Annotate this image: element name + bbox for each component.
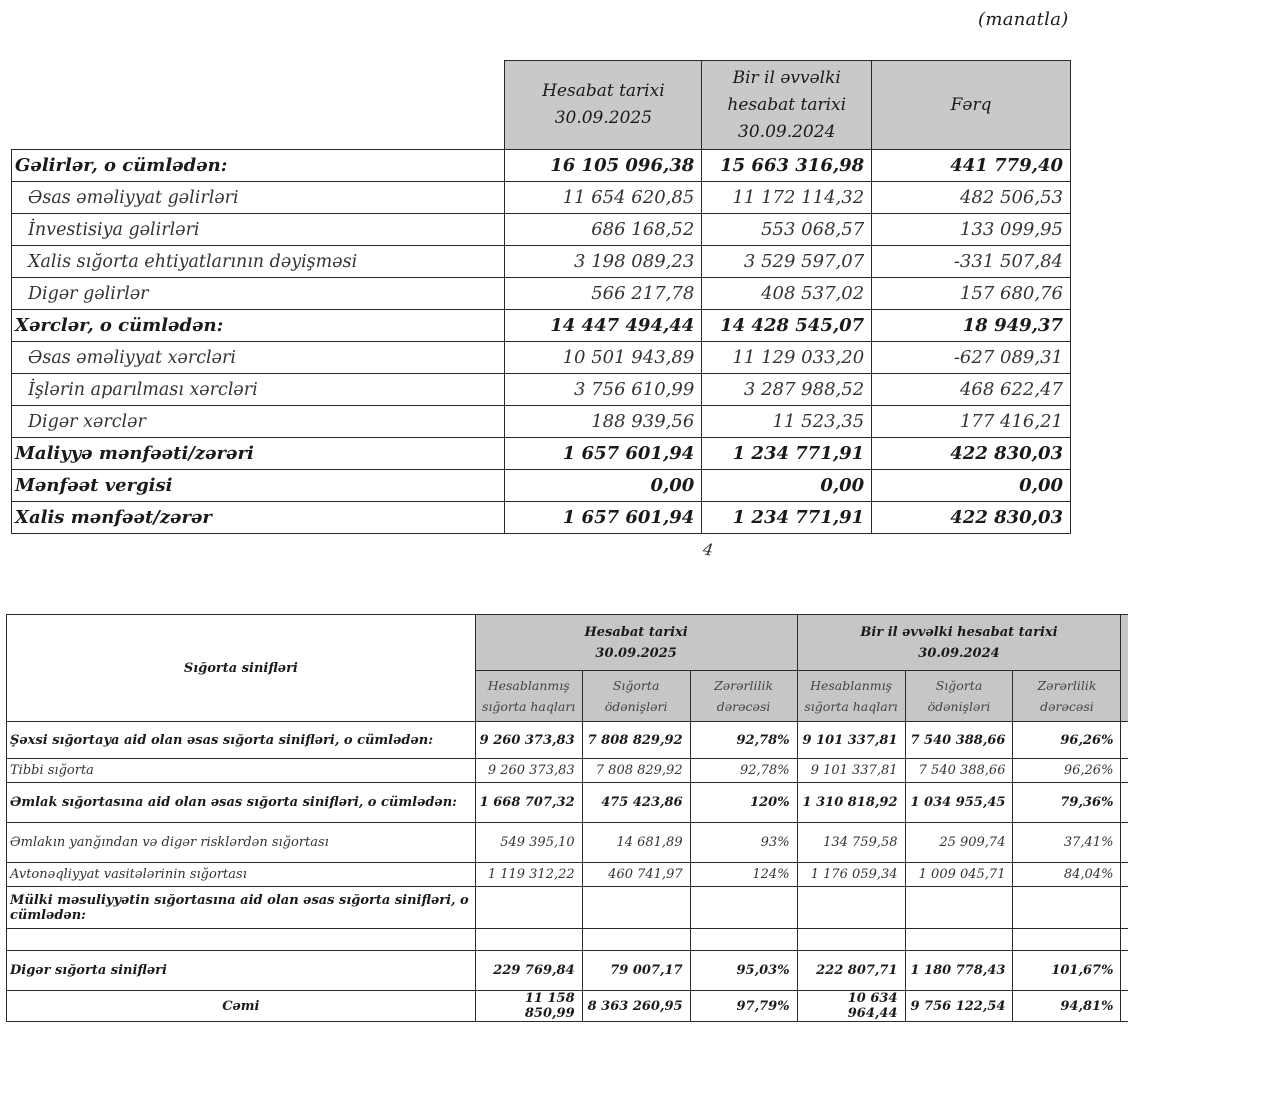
header-previous-period: Bir il əvvəlki hesabat tarixi 30.09.2024 xyxy=(702,61,872,150)
row-value: 7 808 829,92 xyxy=(582,759,690,783)
row-value: 124% xyxy=(690,863,797,887)
row-label xyxy=(7,929,476,951)
row-value: 7 540 388,66 xyxy=(905,722,1013,759)
row-label: Digər xərclər xyxy=(12,406,505,438)
row-label: Digər sığorta sinifləri xyxy=(7,951,476,991)
value-current: 1 657 601,94 xyxy=(505,438,702,470)
cut-off-cell xyxy=(1121,823,1128,863)
value-previous: 1 234 771,91 xyxy=(702,438,872,470)
row-value: 9 260 373,83 xyxy=(475,759,582,783)
value-current: 11 654 620,85 xyxy=(505,182,702,214)
column-subheader: Hesablanmış sığorta haqları xyxy=(797,671,905,722)
value-difference: 177 416,21 xyxy=(872,406,1071,438)
cut-off-cell xyxy=(1121,783,1128,823)
row-label: Mənfəət vergisi xyxy=(12,470,505,502)
value-current: 566 217,78 xyxy=(505,278,702,310)
row-value: 92,78% xyxy=(690,759,797,783)
row-value: 9 101 337,81 xyxy=(797,759,905,783)
value-difference: 422 830,03 xyxy=(872,438,1071,470)
row-value: 1 668 707,32 xyxy=(475,783,582,823)
row-value: 1 310 818,92 xyxy=(797,783,905,823)
header-current-period: Hesabat tarixi 30.09.2025 xyxy=(505,61,702,150)
cut-off-cell xyxy=(1121,759,1128,783)
row-label: İnvestisiya gəlirləri xyxy=(12,214,505,246)
value-difference: 441 779,40 xyxy=(872,150,1071,182)
column-subheader: Zərərlilik dərəcəsi xyxy=(1013,671,1121,722)
column-subheader: Zərərlilik dərəcəsi xyxy=(690,671,797,722)
value-difference: 0,00 xyxy=(872,470,1071,502)
row-label: Əmlakın yanğından və digər risklərdən sığortası xyxy=(7,823,476,863)
value-previous: 1 234 771,91 xyxy=(702,502,872,534)
total-value: 8 363 260,95 xyxy=(582,991,690,1022)
row-value xyxy=(690,887,797,929)
total-value: 9 756 122,54 xyxy=(905,991,1013,1022)
value-previous: 11 172 114,32 xyxy=(702,182,872,214)
total-value: 10 634 964,44 xyxy=(797,991,905,1022)
table-row xyxy=(12,470,1071,502)
value-previous: 3 529 597,07 xyxy=(702,246,872,278)
row-value xyxy=(475,929,582,951)
row-value: 25 909,74 xyxy=(905,823,1013,863)
row-value: 475 423,86 xyxy=(582,783,690,823)
table-row xyxy=(12,246,1071,278)
table-row xyxy=(7,722,1129,759)
table-row xyxy=(12,214,1071,246)
row-value: 134 759,58 xyxy=(797,823,905,863)
row-label: Mülki məsuliyyətin sığortasına aid olan əsas sığorta sinifləri, o cümlədən: xyxy=(7,887,476,929)
row-value: 101,67% xyxy=(1013,951,1121,991)
value-difference: 422 830,03 xyxy=(872,502,1071,534)
row-label: Xalis mənfəət/zərər xyxy=(12,502,505,534)
row-label: Gəlirlər, o cümlədən: xyxy=(12,150,505,182)
total-value: 11 158 850,99 xyxy=(475,991,582,1022)
table-row xyxy=(7,783,1129,823)
value-previous: 11 523,35 xyxy=(702,406,872,438)
value-current: 14 447 494,44 xyxy=(505,310,702,342)
value-current: 188 939,56 xyxy=(505,406,702,438)
row-value: 9 260 373,83 xyxy=(475,722,582,759)
table-row xyxy=(7,759,1129,783)
value-difference: -331 507,84 xyxy=(872,246,1071,278)
row-label: Digər gəlirlər xyxy=(12,278,505,310)
row-value xyxy=(905,929,1013,951)
row-value: 37,41% xyxy=(1013,823,1121,863)
value-difference: 468 622,47 xyxy=(872,374,1071,406)
row-value: 1 009 045,71 xyxy=(905,863,1013,887)
row-value: 96,26% xyxy=(1013,759,1121,783)
row-value xyxy=(690,929,797,951)
row-label: İşlərin aparılması xərcləri xyxy=(12,374,505,406)
table-row xyxy=(7,887,1129,929)
column-subheader: Sığorta ödənişləri xyxy=(905,671,1013,722)
value-previous: 0,00 xyxy=(702,470,872,502)
cut-off-cell xyxy=(1121,951,1128,991)
value-previous: 15 663 316,98 xyxy=(702,150,872,182)
row-value xyxy=(1013,887,1121,929)
total-label: Cəmi xyxy=(7,991,476,1022)
row-value xyxy=(475,887,582,929)
value-current: 1 657 601,94 xyxy=(505,502,702,534)
value-previous: 14 428 545,07 xyxy=(702,310,872,342)
row-label: Xərclər, o cümlədən: xyxy=(12,310,505,342)
row-label: Avtonəqliyyat vasitələrinin sığortası xyxy=(7,863,476,887)
table-row xyxy=(12,150,1071,182)
row-value: 222 807,71 xyxy=(797,951,905,991)
blank-corner xyxy=(12,61,505,150)
table-row xyxy=(12,374,1071,406)
cut-off-cell xyxy=(1121,887,1128,929)
header-difference: Fərq xyxy=(872,61,1071,150)
row-value xyxy=(905,887,1013,929)
total-value: 97,79% xyxy=(690,991,797,1022)
row-value xyxy=(797,929,905,951)
row-value: 92,78% xyxy=(690,722,797,759)
cut-off-cell xyxy=(1121,722,1128,759)
page-number-fragment: 4 xyxy=(701,539,715,560)
row-label: Əmlak sığortasına aid olan əsas sığorta sinifləri, o cümlədən: xyxy=(7,783,476,823)
value-current: 686 168,52 xyxy=(505,214,702,246)
cut-off-column xyxy=(1121,615,1128,722)
column-subheader: Hesablanmış sığorta haqları xyxy=(475,671,582,722)
row-value: 79,36% xyxy=(1013,783,1121,823)
value-current: 0,00 xyxy=(505,470,702,502)
value-difference: 157 680,76 xyxy=(872,278,1071,310)
row-value xyxy=(582,887,690,929)
row-value: 1 119 312,22 xyxy=(475,863,582,887)
row-label: Tibbi sığorta xyxy=(7,759,476,783)
table-row xyxy=(7,929,1129,951)
row-value: 1 034 955,45 xyxy=(905,783,1013,823)
group-header-previous: Bir il əvvəlki hesabat tarixi 30.09.2024 xyxy=(797,615,1121,671)
row-value: 7 808 829,92 xyxy=(582,722,690,759)
group-header-current: Hesabat tarixi 30.09.2025 xyxy=(475,615,797,671)
row-label: Maliyyə mənfəəti/zərəri xyxy=(12,438,505,470)
row-value: 120% xyxy=(690,783,797,823)
table-row xyxy=(12,310,1071,342)
table-row xyxy=(12,342,1071,374)
row-value xyxy=(797,887,905,929)
row-value: 79 007,17 xyxy=(582,951,690,991)
value-previous: 11 129 033,20 xyxy=(702,342,872,374)
row-label: Əsas əməliyyat gəlirləri xyxy=(12,182,505,214)
row-value xyxy=(582,929,690,951)
currency-unit-note: (manatla) xyxy=(978,9,1069,30)
row-value: 549 395,10 xyxy=(475,823,582,863)
row-value: 460 741,97 xyxy=(582,863,690,887)
row-value: 7 540 388,66 xyxy=(905,759,1013,783)
table-row xyxy=(7,951,1129,991)
table-row xyxy=(7,863,1129,887)
insurance-classes-table xyxy=(6,614,1128,1022)
value-difference: 482 506,53 xyxy=(872,182,1071,214)
total-row xyxy=(7,991,1129,1022)
row-value: 95,03% xyxy=(690,951,797,991)
value-previous: 553 068,57 xyxy=(702,214,872,246)
value-difference: 133 099,95 xyxy=(872,214,1071,246)
value-difference: -627 089,31 xyxy=(872,342,1071,374)
row-label: Şəxsi sığortaya aid olan əsas sığorta sinifləri, o cümlədən: xyxy=(7,722,476,759)
cut-off-cell xyxy=(1121,929,1128,951)
row-value: 14 681,89 xyxy=(582,823,690,863)
row-value: 96,26% xyxy=(1013,722,1121,759)
row-value: 1 176 059,34 xyxy=(797,863,905,887)
insurance-classes-header: Sığorta sinifləri xyxy=(7,615,476,722)
row-label: Xalis sığorta ehtiyatlarının dəyişməsi xyxy=(12,246,505,278)
income-statement-table xyxy=(11,60,1071,534)
cut-off-cell xyxy=(1121,991,1128,1022)
cut-off-cell xyxy=(1121,863,1128,887)
row-value xyxy=(1013,929,1121,951)
table-row xyxy=(12,182,1071,214)
column-subheader: Sığorta ödənişləri xyxy=(582,671,690,722)
table-row xyxy=(12,502,1071,534)
row-label: Əsas əməliyyat xərcləri xyxy=(12,342,505,374)
row-value: 93% xyxy=(690,823,797,863)
table-row xyxy=(12,438,1071,470)
value-previous: 3 287 988,52 xyxy=(702,374,872,406)
value-current: 10 501 943,89 xyxy=(505,342,702,374)
row-value: 229 769,84 xyxy=(475,951,582,991)
value-current: 3 756 610,99 xyxy=(505,374,702,406)
table-row xyxy=(12,278,1071,310)
row-value: 84,04% xyxy=(1013,863,1121,887)
total-value: 94,81% xyxy=(1013,991,1121,1022)
value-difference: 18 949,37 xyxy=(872,310,1071,342)
table-row xyxy=(12,406,1071,438)
table-row xyxy=(7,823,1129,863)
row-value: 1 180 778,43 xyxy=(905,951,1013,991)
value-previous: 408 537,02 xyxy=(702,278,872,310)
row-value: 9 101 337,81 xyxy=(797,722,905,759)
value-current: 3 198 089,23 xyxy=(505,246,702,278)
value-current: 16 105 096,38 xyxy=(505,150,702,182)
